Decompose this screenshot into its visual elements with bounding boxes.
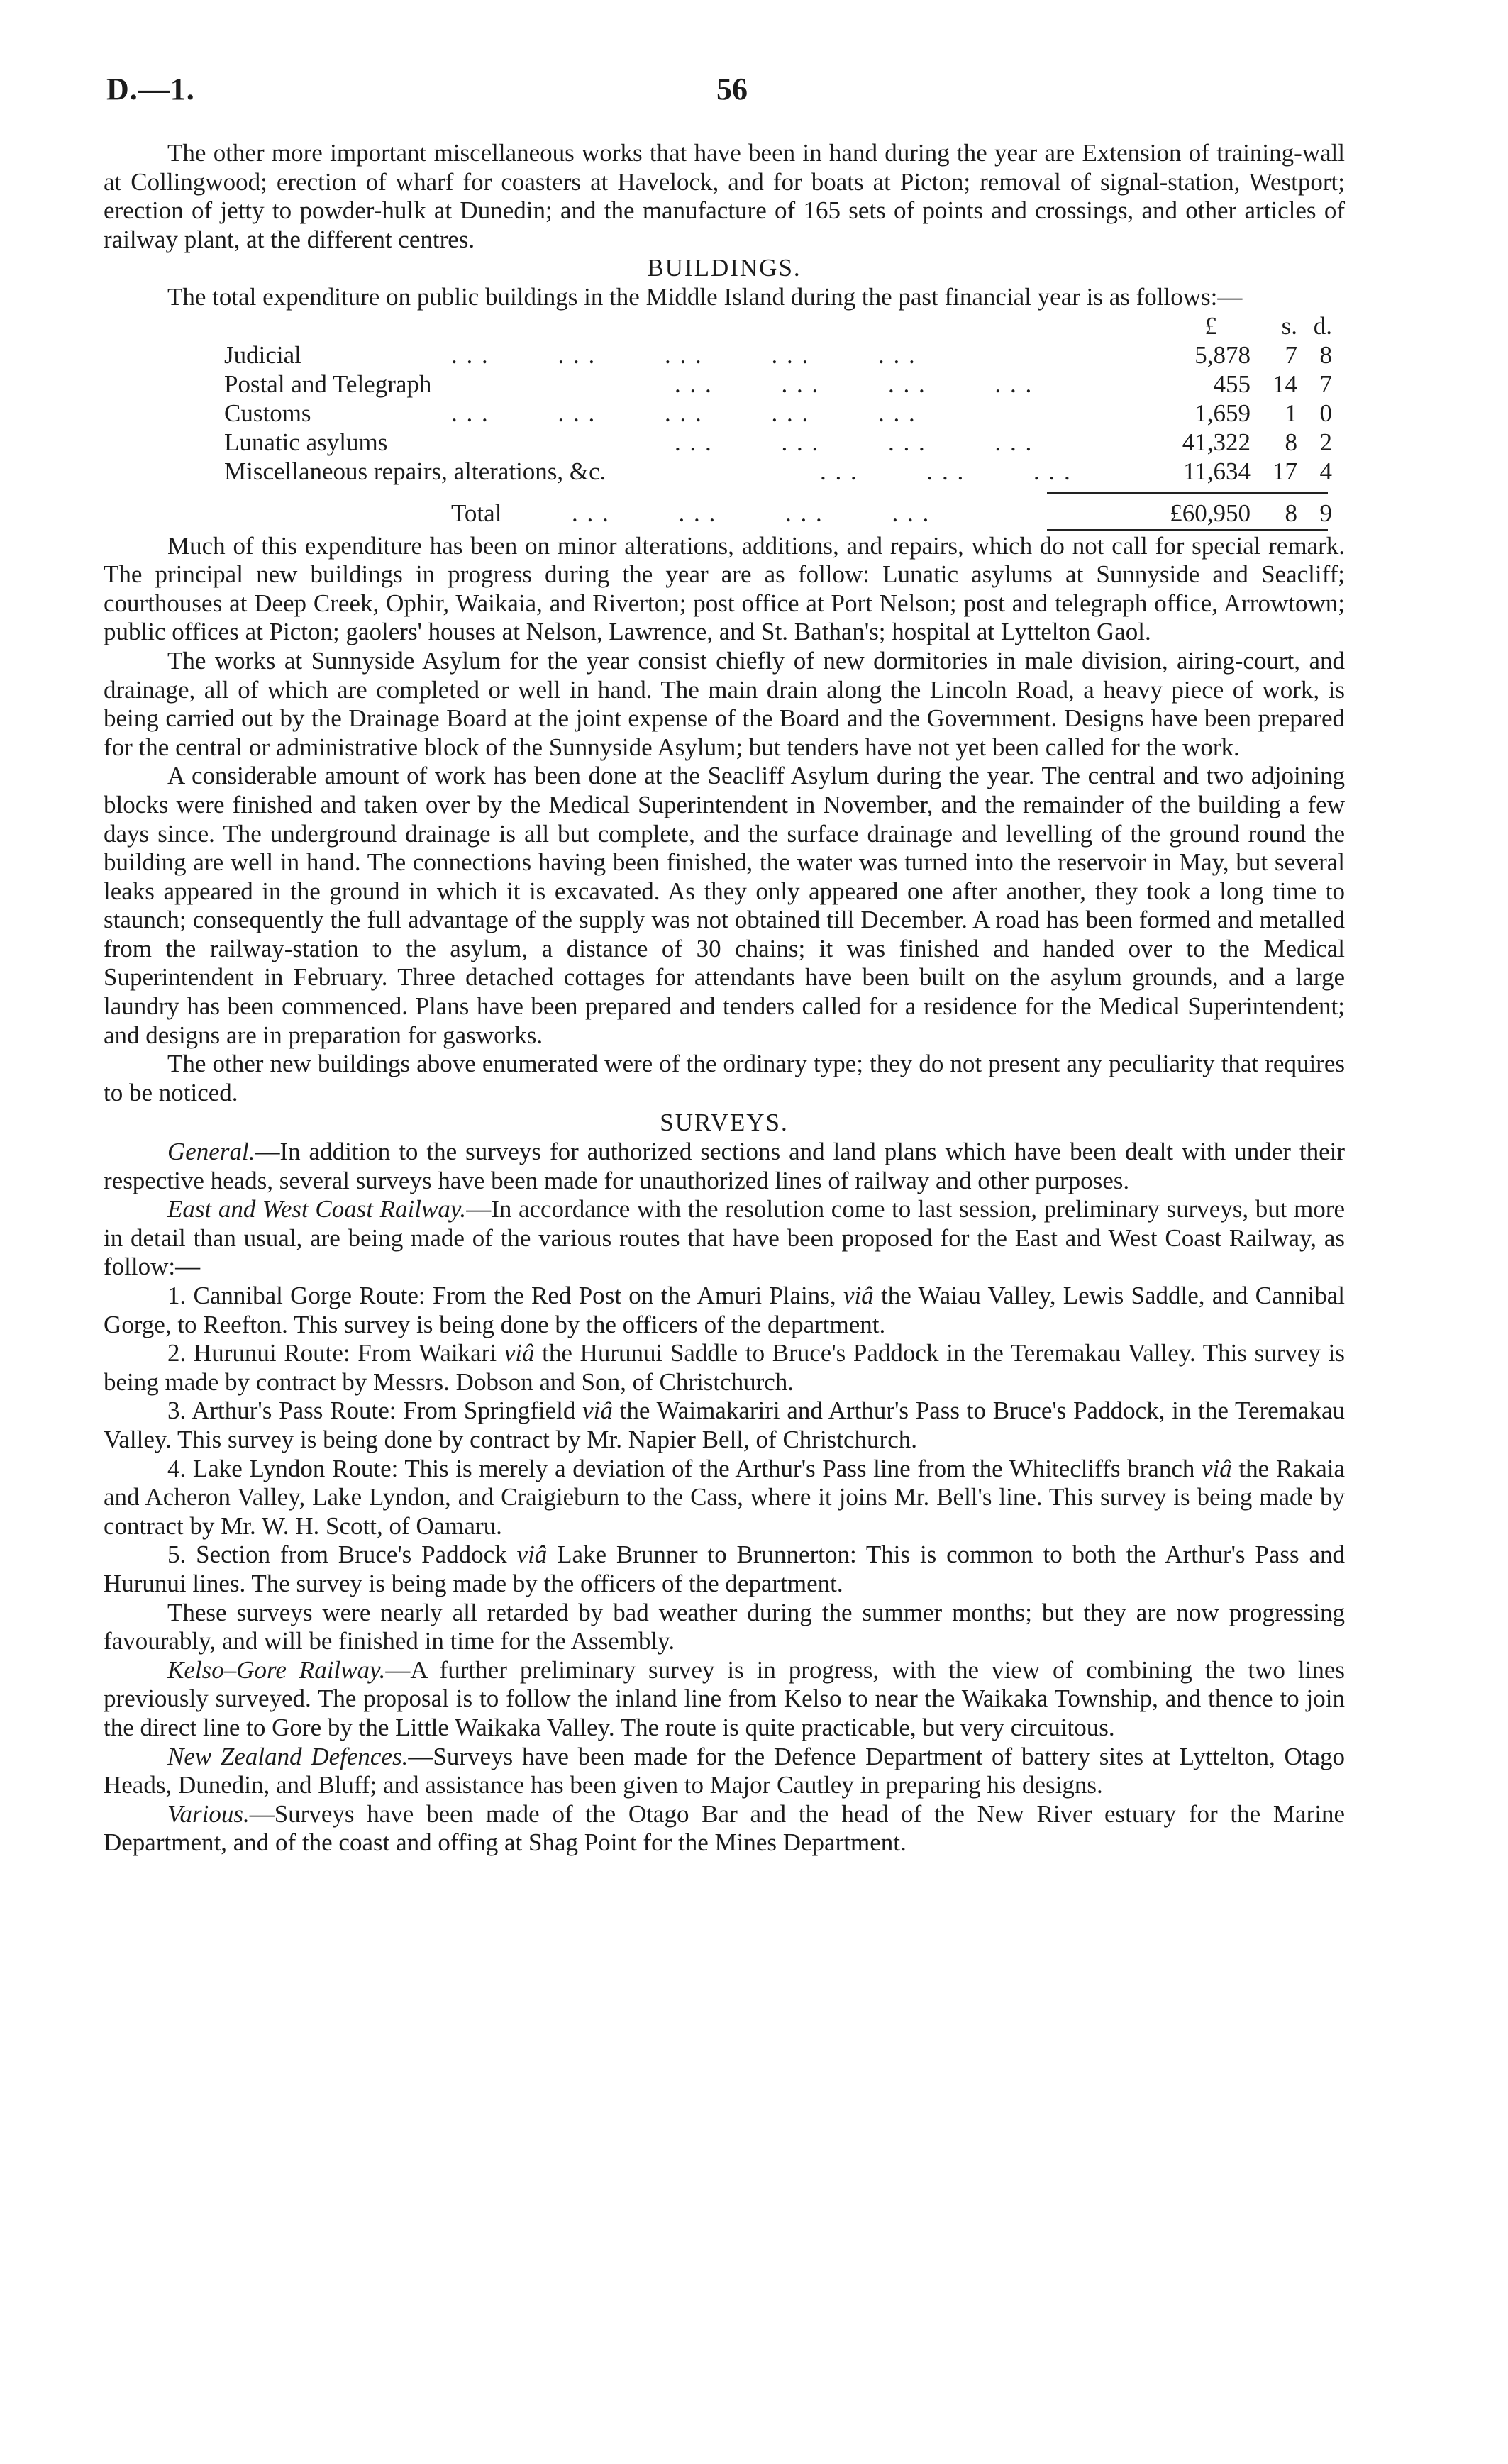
pounds-value: 1,659 (1194, 399, 1251, 427)
route-text: 4. Lake Lyndon Route: This is merely a deviation of the Arthur's Pass line from the Whitecliffs branch (167, 1454, 1202, 1482)
pence-value: 7 (1319, 370, 1332, 398)
shillings-value: 8 (1285, 428, 1297, 456)
kelso-text: —A further preliminary survey is in progress, with the view of combining the two lines previously surveyed. The proposal is to follow the inland line from Kelso to near the Waikaka Township, and thence to join the direct line to Gore by the Little Waikaka Valley. The route is quite practicable, but very circuitous. (104, 1655, 1345, 1741)
route-via: viâ (504, 1339, 535, 1367)
expenditure-row-label: Customs (224, 399, 311, 427)
expenditure-row-label: Postal and Telegraph (224, 370, 432, 398)
document-reference: D.—1. (106, 72, 195, 106)
expenditure-table (104, 312, 1345, 532)
pounds-value: 5,878 (1194, 340, 1251, 369)
route-via: viâ (843, 1282, 874, 1309)
subtotal-rule (1047, 492, 1328, 494)
expenditure-column-headers (104, 312, 1345, 341)
leader-dots: . . . . . . . . . . . . (675, 370, 1033, 398)
route-text: 1. Cannibal Gorge Route: From the Red Post on the Amuri Plains, (167, 1282, 843, 1309)
buildings-paragraph: The works at Sunnyside Asylum for the year consist chiefly of new dormitories in male division, airing-court, and drainage, all of which are completed or well in hand. The main drain along the Lincoln Road, a heavy piece of work, is being carried out by the Drainage Board at the joint expense of the Board and the Government. Designs have been prepared for the central or administrative block of the Sunnyside Asylum; but tenders have not yet been called for the work. (104, 646, 1345, 761)
shillings-value: 7 (1285, 340, 1297, 369)
expenditure-row (104, 370, 1345, 399)
expenditure-row-label: Judicial (224, 340, 301, 369)
route-text: Lake Brunner to Brunnerton: This is common to both the Arthur's Pass and Hurunui lines. The survey is being made by the officers of the department. (104, 1541, 1345, 1597)
shillings-value: 1 (1285, 399, 1297, 427)
route-via: viâ (1202, 1454, 1232, 1482)
pence-value: 0 (1319, 399, 1332, 427)
kelso-lead: Kelso–Gore Railway. (167, 1655, 386, 1684)
buildings-paragraph: Much of this expenditure has been on minor alterations, additions, and repairs, which do not call for special remark. The principal new buildings in progress during the year are as follow: Lunatic asylums at Sunnyside and Seacliff; courthouses at Deep Creek, Ophir, Waikaia, and Riverton; post office at Port Nelson; post and telegraph office, Arrowtown; public offices at Picton; gaolers' houses at Nelson, Lawrence, and St. Bathan's; hospital at Lyttelton Gaol. (104, 531, 1345, 646)
intro-paragraph: The other more important miscellaneous works that have been in hand during the year are Extension of training-wall at Collingwood; erection of wharf for coasters at Havelock, and for boats at Picton; removal of signal-station, Westport; erection of jetty to powder-hulk at Dunedin; and the manufacture of 165 sets of points and crossings, and other articles of railway plant, at the different centres. (104, 139, 1345, 253)
leader-dots: . . . . . . . . . . . . (572, 499, 931, 527)
surveys-general-paragraph (104, 1138, 1345, 1195)
total-double-rule (1047, 529, 1328, 531)
pounds-value: 41,322 (1182, 428, 1251, 456)
shillings-value: 14 (1273, 370, 1297, 398)
leader-dots: . . . . . . . . . . . . . . . (451, 340, 916, 369)
pence-value: 4 (1319, 457, 1332, 485)
route-item (104, 1397, 1345, 1454)
route-item (104, 1282, 1345, 1339)
route-text: the Waiau Valley, Lewis Saddle, and Cannibal Gorge, to Reefton. This survey is being done by the officers of the department. (104, 1282, 1345, 1338)
various-lead: Various. (167, 1799, 250, 1828)
route-text: 5. Section from Bruce's Paddock (167, 1541, 517, 1569)
expenditure-row-label: Lunatic asylums (224, 428, 388, 456)
pounds-value: 455 (1213, 370, 1251, 398)
expenditure-row (104, 428, 1345, 457)
expenditure-row (104, 457, 1345, 487)
general-text: —In addition to the surveys for authorized sections and land plans which have been dealt with under their respective heads, several surveys have been made for unauthorized lines of railway and other purposes. (104, 1138, 1345, 1194)
various-paragraph (104, 1800, 1345, 1858)
east-west-paragraph (104, 1195, 1345, 1282)
route-via: viâ (582, 1397, 613, 1425)
total-label: Total (451, 499, 502, 527)
east-west-lead: East and West Coast Railway. (167, 1195, 467, 1223)
route-text: the Hurunui Saddle to Bruce's Paddock in the Teremakau Valley. This survey is being made by contract by Messrs. Dobson and Son, of Christchurch. (104, 1339, 1345, 1396)
total-pounds: £60,950 (1170, 499, 1251, 527)
route-text: 2. Hurunui Route: From Waikari (167, 1339, 504, 1367)
retarded-paragraph: These surveys were nearly all retarded by bad weather during the summer months; but they are now progressing favourably, and will be finished in time for the Assembly. (104, 1598, 1345, 1655)
buildings-paragraph: The other new buildings above enumerated were of the ordinary type; they do not present any peculiarity that requires to be noticed. (104, 1050, 1345, 1106)
pounds-value: 11,634 (1183, 457, 1251, 485)
defences-paragraph (104, 1743, 1345, 1800)
document-body (104, 139, 1345, 1858)
east-west-text: —In accordance with the resolution come to last session, preliminary surveys, but more in detail than usual, are being made of the various routes that have been proposed for the East and West Coast Railway, as follow:— (104, 1195, 1346, 1281)
route-item (104, 1455, 1345, 1541)
expenditure-row (104, 399, 1345, 428)
shillings-value: 17 (1273, 457, 1297, 485)
route-text: 3. Arthur's Pass Route: From Springfield (167, 1397, 583, 1425)
route-via: viâ (516, 1541, 548, 1569)
expenditure-total-row (104, 499, 1345, 528)
pence-value: 8 (1319, 340, 1332, 369)
expenditure-row-label: Miscellaneous repairs, alterations, &c. (224, 457, 606, 485)
general-lead: General. (167, 1138, 255, 1166)
kelso-gore-paragraph (104, 1656, 1345, 1743)
buildings-paragraph: A considerable amount of work has been done at the Seacliff Asylum during the year. The central and two adjoining blocks were finished and taken over by the Medical Superintendent in November, and the remainder of the building a few days since. The underground drainage is all but complete, and the surface drainage and levelling of the ground round the building are well in hand. The connections having been finished, the water was turned into the reservoir in May, but several leaks appeared in the ground in which it is excavated. As they only appeared one after another, they took a long time to staunch; consequently the full advantage of the supply was not obtained till December. A road has been formed and metalled from the railway-station to the asylum, a distance of 30 chains; it was finished and handed over to the Medical Superintendent in February. Three detached cottages for attendants have been built on the asylum grounds, and a large laundry has been commenced. Plans have been prepared and tenders called for a residence for the Medical Superintendent; and designs are in preparation for gasworks. (104, 762, 1345, 1049)
buildings-intro: The total expenditure on public buildings in the Middle Island during the past financial year is as follows:— (167, 282, 1243, 311)
buildings-heading: BUILDINGS. (647, 254, 802, 282)
route-item (104, 1541, 1345, 1598)
pence-value: 2 (1319, 428, 1332, 456)
pence-column-header: d. (1313, 311, 1332, 340)
total-pence: 9 (1319, 499, 1332, 527)
defences-text: —Surveys have been made for the Defence Department of battery sites at Lyttelton, Otago Heads, Dunedin, and Bluff; and assistance has been given to Major Cautley in preparing his designs. (104, 1742, 1345, 1799)
leader-dots: . . . . . . . . . . . . (675, 428, 1033, 456)
leader-dots: . . . . . . . . . (820, 457, 1072, 485)
leader-dots: . . . . . . . . . . . . . . . (451, 399, 916, 427)
shillings-column-header: s. (1281, 311, 1297, 340)
route-text: the Rakaia and Acheron Valley, Lake Lyndon, and Craigieburn to the Cass, where it joins Mr. Bell's line. This survey is being made by contract by Mr. W. H. Scott, of Oamaru. (104, 1454, 1345, 1540)
route-item (104, 1339, 1345, 1397)
route-text: the Waimakariri and Arthur's Pass to Bruce's Paddock, in the Teremakau Valley. This survey is being done by contract by Mr. Napier Bell, of Christchurch. (104, 1397, 1346, 1453)
total-shillings: 8 (1285, 499, 1297, 527)
pounds-column-header: £ (1204, 311, 1217, 340)
surveys-heading: SURVEYS. (660, 1109, 789, 1137)
page-number: 56 (716, 72, 748, 106)
expenditure-row (104, 341, 1345, 370)
defences-lead: New Zealand Defences. (167, 1742, 409, 1770)
various-text: —Surveys have been made of the Otago Bar and the head of the New River estuary for the Marine Department, and of the coast and offing at Shag Point for the Mines Department. (104, 1799, 1345, 1857)
